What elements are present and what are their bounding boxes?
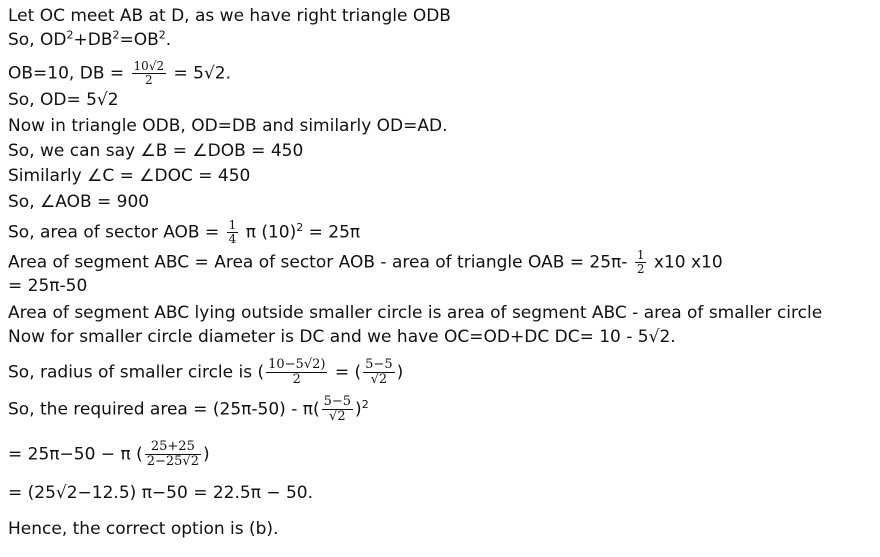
denominator: 2 <box>636 262 645 276</box>
line-5: Now in triangle ODB, OD=DB and similarly OD=AD. <box>8 116 448 136</box>
line-12: Area of segment ABC lying outside smaller circle is area of segment ABC - area of smaller circle <box>8 303 823 323</box>
fraction <box>266 358 327 387</box>
denominator: 2 <box>292 372 301 387</box>
fraction <box>322 395 353 424</box>
text: π (10) <box>240 222 297 243</box>
text: = 25π <box>303 222 361 243</box>
text: So, radius of smaller circle is ( <box>8 362 265 383</box>
text: +DB <box>73 30 113 50</box>
fraction <box>363 358 394 387</box>
line-15 <box>8 395 369 424</box>
fraction <box>132 60 167 87</box>
exponent: 2 <box>66 28 74 42</box>
text: = ( <box>329 362 362 383</box>
text: So, OD <box>8 30 67 50</box>
text: Area of segment ABC = Area of sector AOB - area of triangle OAB = 25π- <box>8 252 633 273</box>
text: x10 x10 <box>648 252 723 273</box>
numerator: 5−5 <box>323 394 352 409</box>
line-8: So, ∠AOB = 900 <box>8 192 150 212</box>
text: ) <box>202 444 210 465</box>
text: So, area of sector AOB = <box>8 222 225 243</box>
text: ) <box>355 399 362 420</box>
numerator: 10√2 <box>133 59 165 73</box>
line-1: Let OC meet AB at D, as we have right triangle ODB <box>8 6 451 26</box>
line-13: Now for smaller circle diameter is DC and we have OC=OD+DC DC= 10 - 5√2. <box>8 327 676 347</box>
denominator: √2 <box>370 372 388 387</box>
numerator: 5−5 <box>365 357 393 372</box>
text: OB=10, DB = <box>8 63 130 84</box>
line-6: So, we can say ∠B = ∠DOB = 450 <box>8 141 304 161</box>
line-9 <box>8 219 360 246</box>
line-3 <box>8 60 231 87</box>
denominator: 4 <box>228 232 237 246</box>
fraction <box>145 440 201 469</box>
text: =OB <box>119 30 159 50</box>
numerator: 1 <box>228 218 237 232</box>
line-10 <box>8 249 723 276</box>
numerator: 10−5√2) <box>268 357 326 372</box>
line-4: So, OD= 5√2 <box>8 90 119 110</box>
numerator: 25+25 <box>145 440 201 455</box>
line-17: = (25√2−12.5) π−50 = 22.5π − 50. <box>8 483 314 503</box>
exponent: 2 <box>158 28 166 42</box>
text: . <box>165 30 172 50</box>
denominator: 2−25√2 <box>146 454 199 469</box>
exponent: 2 <box>112 28 120 42</box>
text: ) <box>396 362 404 383</box>
line-11: = 25π-50 <box>8 276 88 296</box>
line-7: Similarly ∠C = ∠DOC = 450 <box>8 166 251 186</box>
fraction <box>227 219 239 246</box>
text: = 5√2. <box>168 63 232 84</box>
denominator: 2 <box>145 73 153 87</box>
exponent: 2 <box>296 220 304 234</box>
exponent: 2 <box>361 397 369 411</box>
line-2 <box>8 30 171 50</box>
line-18: Hence, the correct option is (b). <box>8 519 279 539</box>
text: So, the required area = (25π-50) - π( <box>8 399 320 420</box>
line-16 <box>8 440 210 469</box>
text: = 25π−50 − π ( <box>8 444 143 465</box>
denominator: √2 <box>329 409 346 424</box>
numerator: 1 <box>636 248 645 262</box>
line-14 <box>8 358 403 387</box>
fraction <box>635 249 647 276</box>
